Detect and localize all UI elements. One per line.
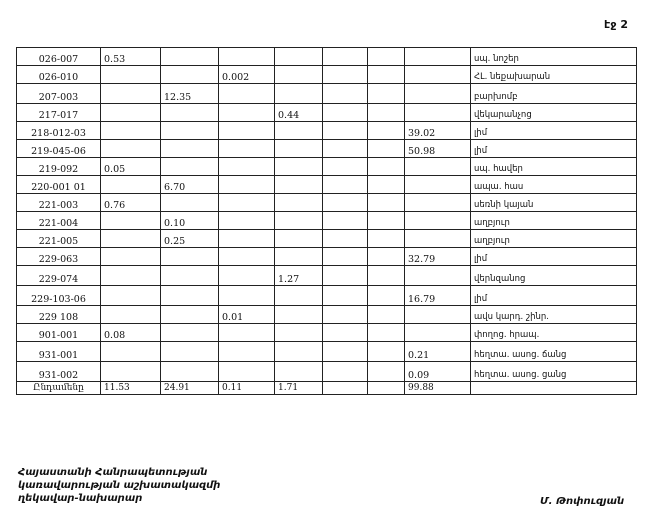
table-row: [17, 158, 637, 176]
area-cell: [275, 248, 323, 266]
area-cell: 39.02: [405, 122, 471, 140]
land-use-cell: լիմ: [471, 140, 637, 158]
area-cell: [368, 324, 405, 342]
area-cell: [161, 122, 219, 140]
org-line-1: Հայաստանի Հանրապետության: [18, 467, 208, 478]
land-use-cell: ապա. հաս: [471, 176, 637, 194]
org-line-3: ղեկավար-նախարար: [18, 493, 143, 504]
area-cell: [368, 194, 405, 212]
area-cell: [368, 362, 405, 382]
area-cell: [368, 66, 405, 84]
land-use-cell: սպ. հավեր: [471, 158, 637, 176]
land-use-cell: սեռնի կայան: [471, 194, 637, 212]
area-cell: [161, 342, 219, 362]
parcel-code-cell: 221-004: [17, 212, 101, 230]
total-label: Ընդամենը: [17, 382, 101, 395]
area-cell: [368, 286, 405, 306]
area-cell: 0.53: [101, 48, 161, 66]
area-cell: [161, 362, 219, 382]
area-cell: [161, 104, 219, 122]
area-cell: [101, 176, 161, 194]
area-cell: [323, 104, 368, 122]
land-use-cell: հեղտա. ասոց. ճանց: [471, 342, 637, 362]
area-cell: [161, 66, 219, 84]
land-use-cell: ՀԼ. նեքախարան: [471, 66, 637, 84]
area-cell: [323, 122, 368, 140]
parcel-code-cell: 229-063: [17, 248, 101, 266]
parcel-code-cell: 220-001 01: [17, 176, 101, 194]
area-cell: [405, 212, 471, 230]
parcel-code-cell: 229-074: [17, 266, 101, 286]
area-cell: [101, 212, 161, 230]
area-cell: 0.05: [101, 158, 161, 176]
parcel-code-cell: 221-003: [17, 194, 101, 212]
table-row: [17, 212, 637, 230]
area-cell: [219, 362, 275, 382]
land-use-cell: սպ. նոշեր: [471, 48, 637, 66]
parcel-code-cell: 221-005: [17, 230, 101, 248]
area-cell: [161, 248, 219, 266]
area-cell: [219, 212, 275, 230]
area-cell: [275, 66, 323, 84]
area-cell: [219, 194, 275, 212]
area-cell: [101, 286, 161, 306]
area-cell: 6.70: [161, 176, 219, 194]
area-cell: [161, 194, 219, 212]
area-cell: [405, 48, 471, 66]
area-cell: [275, 362, 323, 382]
area-cell: [219, 266, 275, 286]
area-cell: [405, 324, 471, 342]
area-cell: 0.002: [219, 66, 275, 84]
land-use-cell: աղբյուր: [471, 212, 637, 230]
area-cell: [368, 122, 405, 140]
table-row: [17, 140, 637, 158]
table-row: [17, 104, 637, 122]
page-number: էջ 2: [604, 18, 628, 31]
total-cell: 1.71: [275, 382, 323, 395]
total-row: [17, 382, 637, 395]
area-cell: 0.08: [101, 324, 161, 342]
area-cell: [368, 84, 405, 104]
area-cell: [323, 176, 368, 194]
area-cell: [405, 306, 471, 324]
area-cell: [405, 176, 471, 194]
area-cell: [219, 84, 275, 104]
area-cell: 32.79: [405, 248, 471, 266]
area-cell: [405, 66, 471, 84]
area-cell: 0.01: [219, 306, 275, 324]
area-cell: [368, 342, 405, 362]
parcel-code-cell: 219-045-06: [17, 140, 101, 158]
parcel-code-cell: 931-001: [17, 342, 101, 362]
table-row: [17, 230, 637, 248]
area-cell: [275, 122, 323, 140]
area-cell: [219, 324, 275, 342]
signatory-name: Մ. Թոփուզյան: [540, 496, 625, 507]
area-cell: [275, 342, 323, 362]
land-use-cell: հեղտա. ասոց. ցանց: [471, 362, 637, 382]
area-cell: [323, 248, 368, 266]
table-row: [17, 306, 637, 324]
area-cell: [323, 230, 368, 248]
area-cell: [219, 122, 275, 140]
area-cell: [161, 324, 219, 342]
area-cell: [219, 140, 275, 158]
area-cell: [161, 286, 219, 306]
table-row: [17, 248, 637, 266]
area-cell: 1.27: [275, 266, 323, 286]
signatory-position: [18, 466, 220, 505]
total-cell: 0.11: [219, 382, 275, 395]
parcel-code-cell: 229 108: [17, 306, 101, 324]
land-use-cell: լիմ: [471, 286, 637, 306]
parcel-code-cell: 229-103-06: [17, 286, 101, 306]
area-cell: [101, 248, 161, 266]
area-cell: [323, 306, 368, 324]
total-cell: 11.53: [101, 382, 161, 395]
parcel-code-cell: 219-092: [17, 158, 101, 176]
area-cell: [323, 362, 368, 382]
area-cell: [323, 140, 368, 158]
land-use-cell: աղբյուր: [471, 230, 637, 248]
area-cell: [323, 194, 368, 212]
parcel-code-cell: 931-002: [17, 362, 101, 382]
area-cell: [101, 84, 161, 104]
area-cell: [275, 324, 323, 342]
area-cell: 0.09: [405, 362, 471, 382]
area-cell: [405, 104, 471, 122]
area-cell: [219, 48, 275, 66]
land-use-cell: ավս կարդ. շինր.: [471, 306, 637, 324]
area-cell: [368, 248, 405, 266]
area-cell: [101, 306, 161, 324]
area-cell: [368, 230, 405, 248]
table-row: [17, 176, 637, 194]
table-row: [17, 66, 637, 84]
area-cell: [219, 342, 275, 362]
area-cell: [275, 194, 323, 212]
area-cell: 50.98: [405, 140, 471, 158]
area-cell: 0.44: [275, 104, 323, 122]
area-cell: [161, 306, 219, 324]
area-cell: [101, 266, 161, 286]
land-use-cell: վերնզանոց: [471, 266, 637, 286]
area-cell: [368, 158, 405, 176]
table-row: [17, 362, 637, 382]
table-body: [17, 48, 637, 395]
area-cell: [405, 158, 471, 176]
area-cell: [275, 140, 323, 158]
land-use-cell: լիմ: [471, 122, 637, 140]
land-use-cell: վեկարանչոց: [471, 104, 637, 122]
area-cell: [323, 266, 368, 286]
area-cell: [219, 176, 275, 194]
table-row: [17, 324, 637, 342]
area-cell: [219, 158, 275, 176]
area-cell: 0.76: [101, 194, 161, 212]
area-cell: [405, 194, 471, 212]
area-cell: [368, 140, 405, 158]
total-cell: [471, 382, 637, 395]
area-cell: [368, 176, 405, 194]
area-cell: [219, 104, 275, 122]
parcel-code-cell: 901-001: [17, 324, 101, 342]
total-cell: [323, 382, 368, 395]
area-cell: 0.21: [405, 342, 471, 362]
land-balance-table: [16, 47, 637, 395]
land-use-cell: բարխոմբ: [471, 84, 637, 104]
parcel-code-cell: 207-003: [17, 84, 101, 104]
area-cell: [323, 212, 368, 230]
area-cell: [161, 140, 219, 158]
parcel-code-cell: 218-012-03: [17, 122, 101, 140]
area-cell: [323, 48, 368, 66]
area-cell: [161, 158, 219, 176]
area-cell: [219, 248, 275, 266]
area-cell: [405, 84, 471, 104]
area-cell: [101, 230, 161, 248]
table-row: [17, 194, 637, 212]
table-row: [17, 266, 637, 286]
land-use-cell: լիմ: [471, 248, 637, 266]
area-cell: [323, 286, 368, 306]
area-cell: [405, 230, 471, 248]
table-row: [17, 122, 637, 140]
area-cell: 0.25: [161, 230, 219, 248]
area-cell: [323, 66, 368, 84]
area-cell: [219, 286, 275, 306]
area-cell: [275, 286, 323, 306]
area-cell: [405, 266, 471, 286]
area-cell: [161, 266, 219, 286]
table-row: [17, 342, 637, 362]
area-cell: [101, 66, 161, 84]
area-cell: [323, 158, 368, 176]
area-cell: [101, 122, 161, 140]
area-cell: [368, 48, 405, 66]
area-cell: [323, 324, 368, 342]
area-cell: [161, 48, 219, 66]
total-cell: [368, 382, 405, 395]
area-cell: [275, 48, 323, 66]
area-cell: 12.35: [161, 84, 219, 104]
area-cell: 0.10: [161, 212, 219, 230]
area-cell: [275, 176, 323, 194]
area-cell: [219, 230, 275, 248]
area-cell: [368, 104, 405, 122]
table-row: [17, 48, 637, 66]
area-cell: [368, 212, 405, 230]
area-cell: [101, 342, 161, 362]
area-cell: [275, 84, 323, 104]
area-cell: [368, 306, 405, 324]
area-cell: [275, 230, 323, 248]
parcel-code-cell: 217-017: [17, 104, 101, 122]
area-cell: [101, 104, 161, 122]
org-line-2: կառավարության աշխատակազմի: [18, 480, 221, 491]
parcel-code-cell: 026-007: [17, 48, 101, 66]
area-cell: [275, 212, 323, 230]
total-cell: 99.88: [405, 382, 471, 395]
total-cell: 24.91: [161, 382, 219, 395]
area-cell: 16.79: [405, 286, 471, 306]
parcel-code-cell: 026-010: [17, 66, 101, 84]
area-cell: [323, 84, 368, 104]
area-cell: [275, 158, 323, 176]
area-cell: [101, 362, 161, 382]
area-cell: [323, 342, 368, 362]
table-row: [17, 286, 637, 306]
area-cell: [368, 266, 405, 286]
land-use-cell: փողոց. հրապ.: [471, 324, 637, 342]
area-cell: [275, 306, 323, 324]
area-cell: [101, 140, 161, 158]
table-row: [17, 84, 637, 104]
